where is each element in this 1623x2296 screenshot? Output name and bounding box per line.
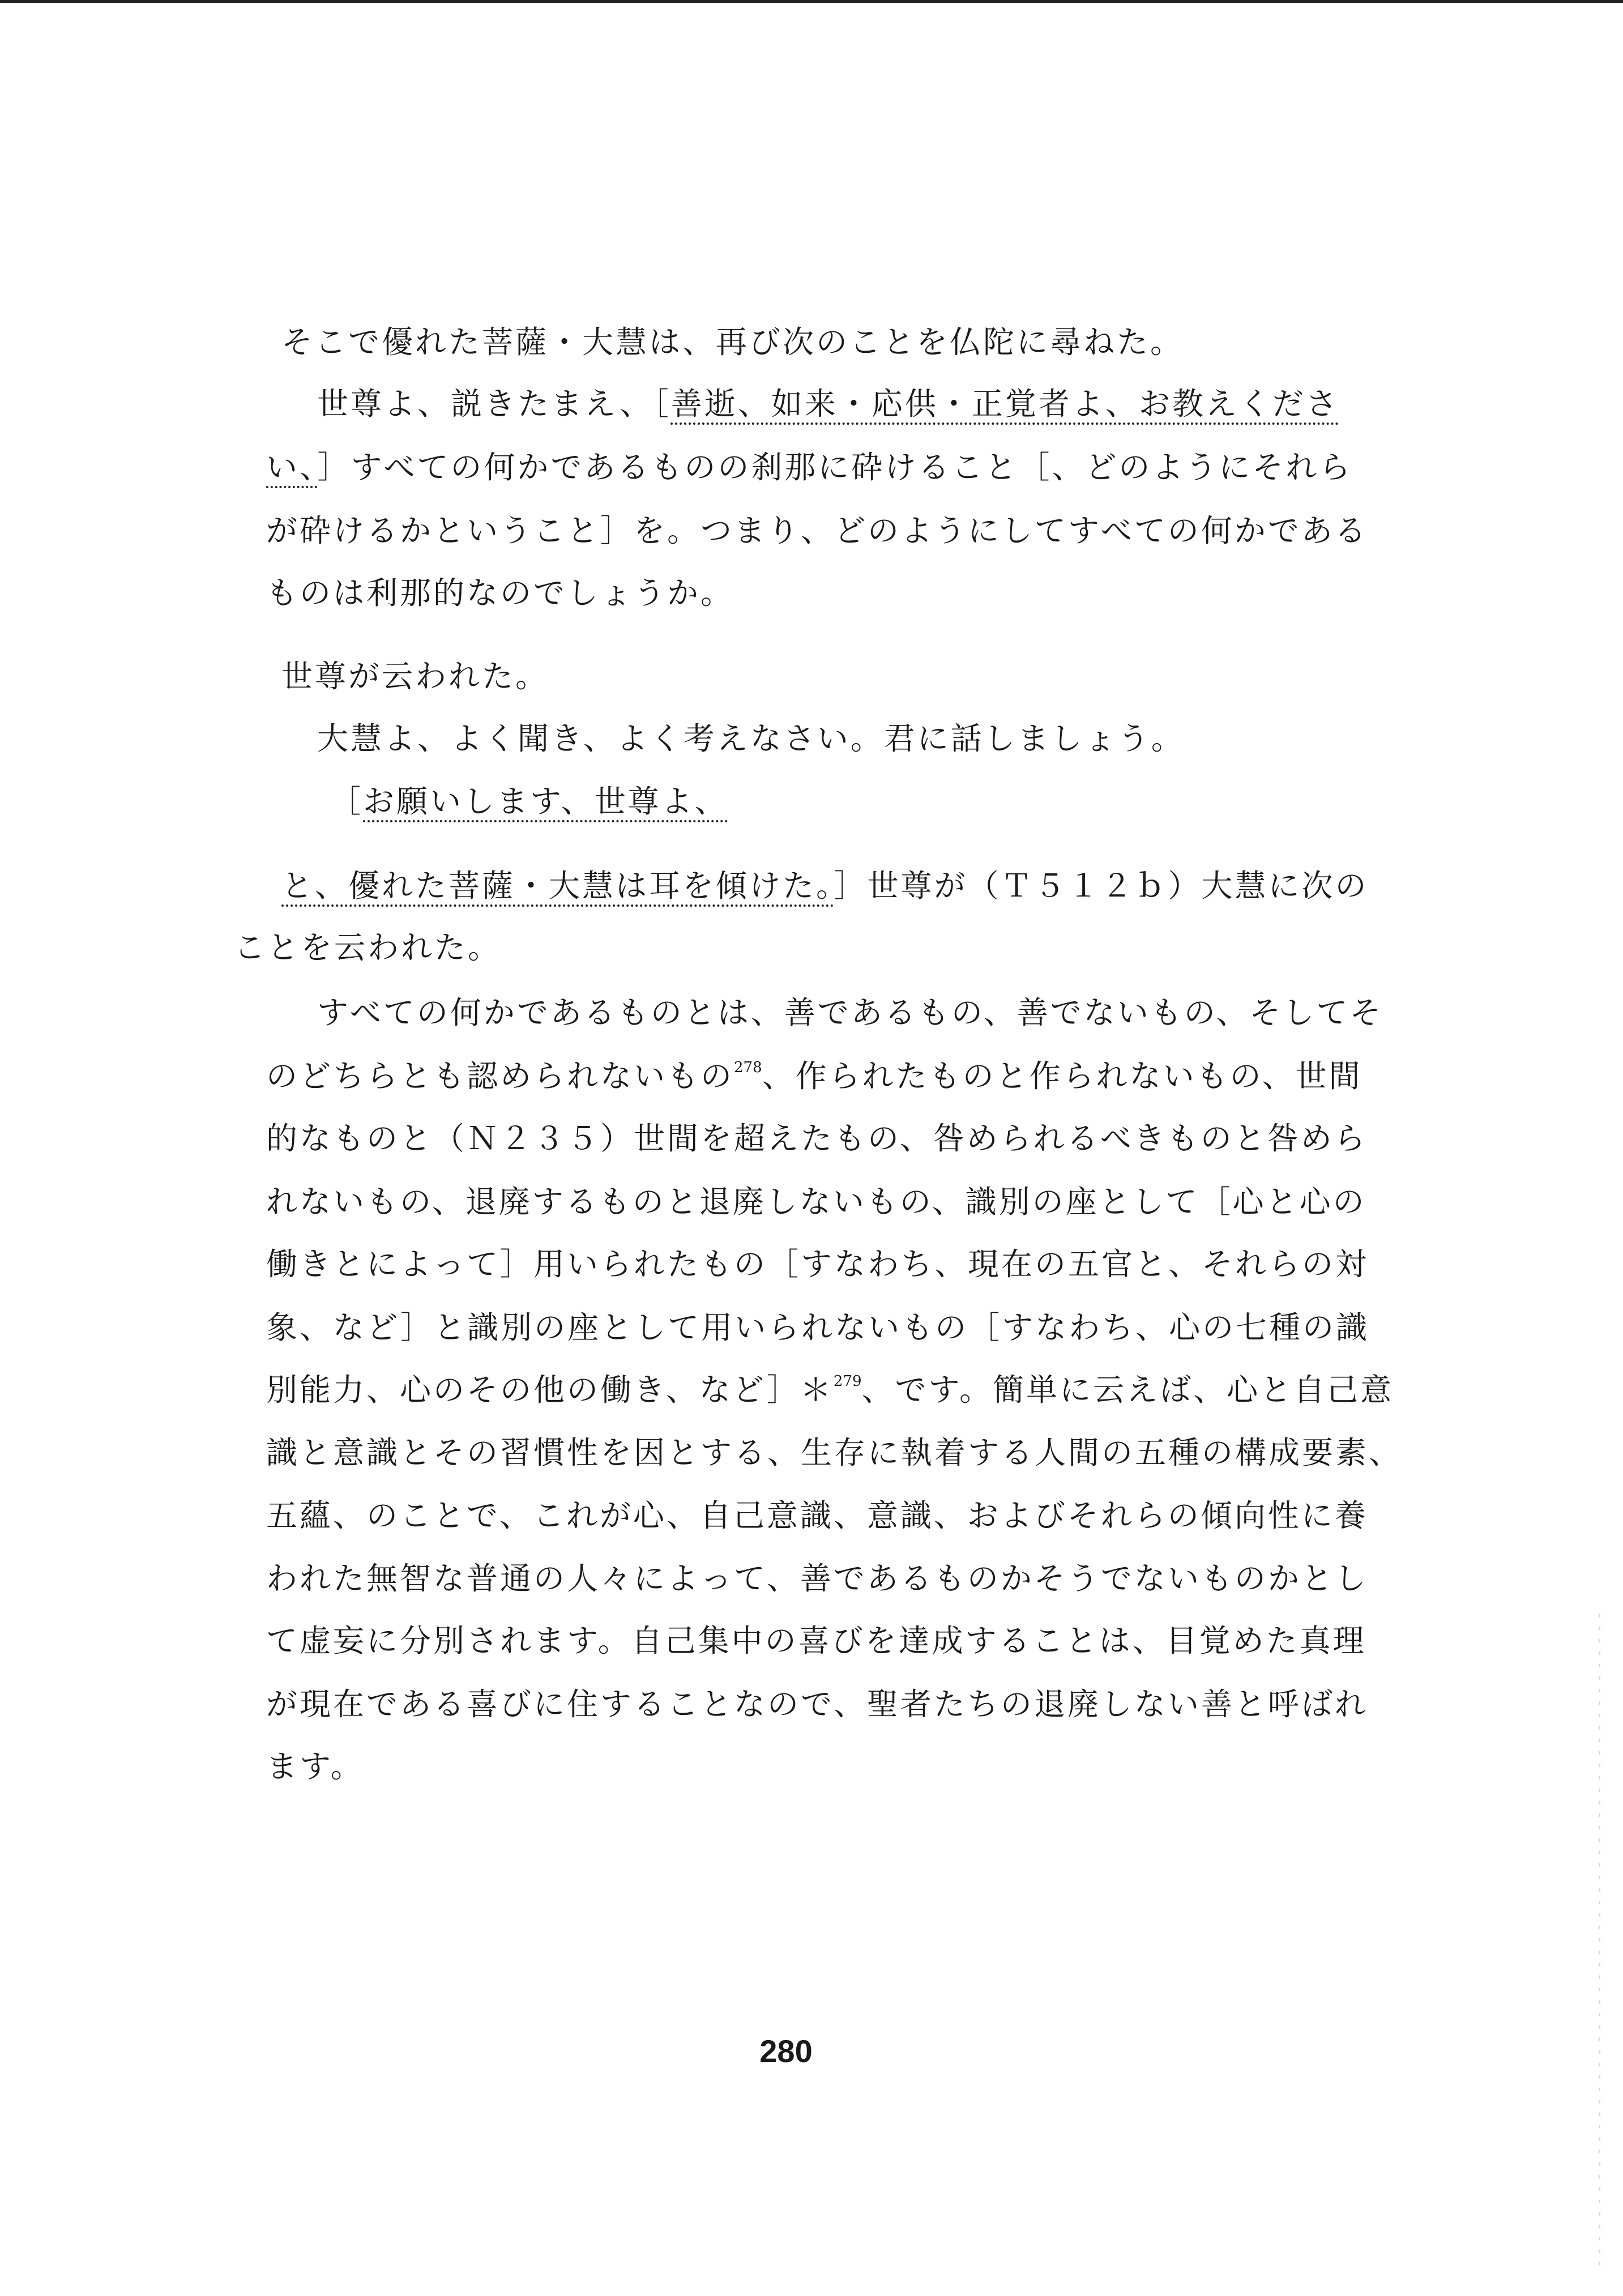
text-line (266, 1367, 1394, 1412)
text-line (317, 381, 1339, 426)
text-line: ます。 (266, 1748, 364, 1785)
text-line: そこで優れた菩薩・大慧は、再び次のことを仏陀に尋ねた。 (281, 324, 1184, 360)
underlined-insertion: 善逝、如来・応供・正覚者よ、お教えくださ (670, 386, 1339, 422)
text-line: が砕けるかということ］を。つまり、どのようにしてすべての何かである (266, 513, 1368, 549)
text-segment: 別能力、心のその他の働き、など］＊ (266, 1372, 834, 1408)
text-line: ことを云われた。 (234, 929, 502, 966)
page-number: 280 (759, 2033, 813, 2069)
text-line: て虚妄に分別されます。自己集中の喜びを達成することは、目覚めた真理 (266, 1623, 1366, 1659)
text-segment: 、作られたものと作られないもの、世間 (762, 1058, 1363, 1094)
text-line: 五蘊、のことで、これが心、自己意識、意識、およびそれらの傾向性に養 (266, 1497, 1368, 1534)
text-segment: ［ (330, 783, 364, 820)
text-line: れないもの、退廃するものと退廃しないもの、識別の座として［心と心の (266, 1184, 1366, 1220)
text-line: 象、など］と識別の座として用いられないもの［すなわち、心の七種の識 (266, 1309, 1370, 1346)
text-line: 大慧よ、よく聞き、よく考えなさい。君に話しましょう。 (317, 720, 1185, 757)
underlined-insertion: い、 (266, 449, 318, 485)
text-line (266, 445, 1352, 490)
text-line: 働きとによって］用いられたもの［すなわち、現在の五官と、それらの対 (266, 1246, 1369, 1282)
footnote-marker: 279 (833, 1373, 862, 1390)
underlined-insertion: と、優れた菩薩・大慧は耳を傾けた。 (281, 868, 834, 904)
text-line (281, 863, 1369, 908)
text-line: が現在である喜びに住することなので、聖者たちの退廃しない善と呼ばれ (266, 1686, 1368, 1722)
text-segment: 、です。簡単に云えば、心と自己意 (861, 1372, 1394, 1408)
text-segment: ］世尊が（Ｔ５１２ｂ）大慧に次の (834, 868, 1369, 904)
text-line: われた無智な普通の人々によって、善であるものかそうでないものかとし (266, 1560, 1368, 1597)
text-line: 的なものと（Ｎ２３５）世間を超えたもの、咎められるべきものと咎めら (266, 1120, 1368, 1156)
text-line: すべての何かであるものとは、善であるもの、善でないもの、そしてそ (317, 995, 1383, 1031)
text-segment: のどちらとも認められないもの (266, 1058, 734, 1094)
text-segment: 世尊よ、説きたまえ、［ (317, 386, 671, 422)
scan-top-border (0, 0, 1623, 3)
text-line: 世尊が云われた。 (281, 658, 549, 694)
text-line (266, 1053, 1362, 1099)
text-line: 識と意識とその習慣性を因とする、生存に執着する人間の五種の構成要素、 (266, 1435, 1403, 1471)
text-segment: ］すべての何かであるものの刹那に砕けること［、どのようにそれら (317, 449, 1353, 485)
scan-edge-mark (1599, 1614, 1600, 2265)
footnote-marker: 278 (734, 1059, 762, 1076)
text-line (330, 779, 728, 824)
text-line: ものは利那的なのでしょうか。 (266, 575, 734, 611)
underlined-insertion: お願いします、世尊よ、 (363, 783, 728, 820)
